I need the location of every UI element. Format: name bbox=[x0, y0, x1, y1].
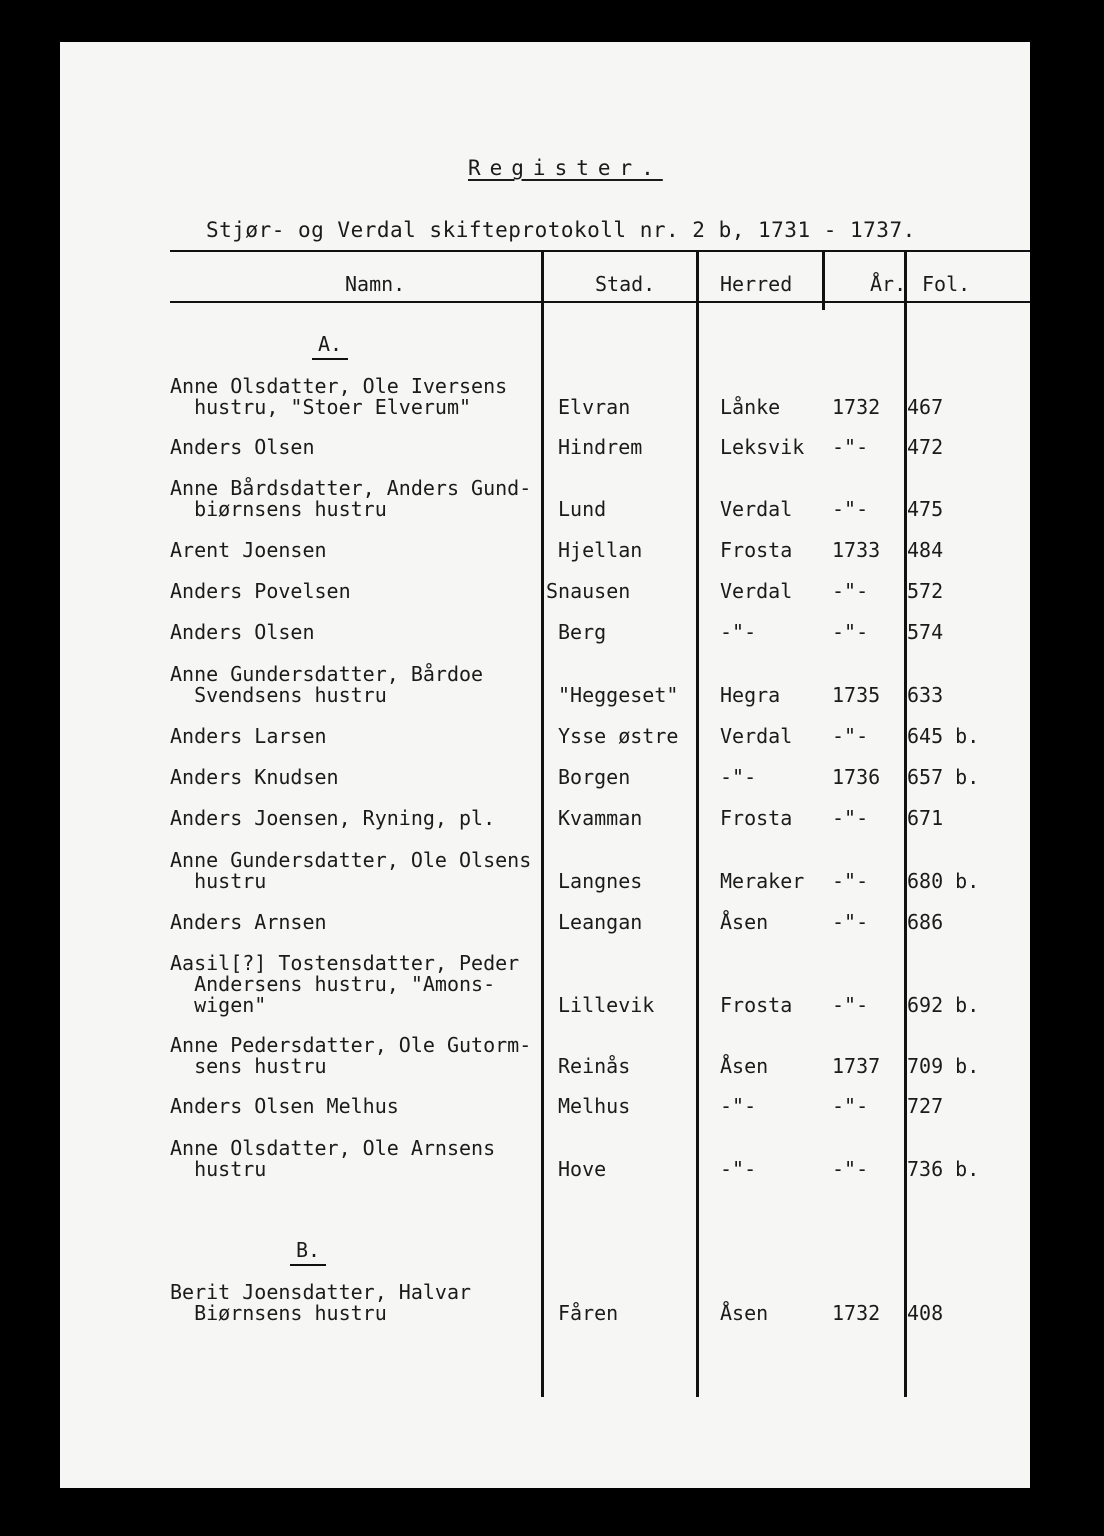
header-bottom-rule bbox=[170, 301, 1030, 303]
entry-name: Anders Larsen bbox=[170, 724, 327, 748]
column-header-place: Stad. bbox=[595, 272, 656, 296]
entry-year: -"- bbox=[832, 806, 869, 830]
entry-place: Reinås bbox=[558, 1054, 631, 1078]
entry-district: -"- bbox=[720, 1094, 757, 1118]
entry-district: Hegra bbox=[720, 683, 781, 707]
entry-district: Frosta bbox=[720, 806, 793, 830]
entry-year: 1735 bbox=[832, 683, 881, 707]
entry-name: Anne Gundersdatter, Ole Olsens hustru bbox=[170, 848, 532, 893]
header-top-rule bbox=[170, 250, 1030, 252]
entry-folio: 472 bbox=[907, 435, 944, 459]
entry-folio: 709 b. bbox=[907, 1054, 980, 1078]
entry-name: Anne Bårdsdatter, Anders Gund- biørnsens hustru bbox=[170, 476, 532, 521]
entry-place: Snausen bbox=[546, 579, 631, 603]
entry-place: Elvran bbox=[558, 395, 631, 419]
page-subtitle: Stjør- og Verdal skifteprotokoll nr. 2 b, 1731 - 1737. bbox=[206, 218, 916, 242]
entry-year: -"- bbox=[832, 497, 869, 521]
entry-folio: 686 bbox=[907, 910, 944, 934]
entry-name: Anne Gundersdatter, Bårdoe Svendsens hustru bbox=[170, 662, 484, 707]
entry-place: Lund bbox=[558, 497, 607, 521]
entry-folio: 657 b. bbox=[907, 765, 980, 789]
entry-district: Verdal bbox=[720, 579, 793, 603]
entry-place: Hindrem bbox=[558, 435, 643, 459]
section-letter-b: B. bbox=[290, 1238, 326, 1262]
entry-district: Åsen bbox=[720, 910, 769, 934]
column-divider-place bbox=[696, 252, 699, 1397]
entry-name: Anders Olsen Melhus bbox=[170, 1094, 399, 1118]
entry-district: Lånke bbox=[720, 395, 781, 419]
entry-folio: 475 bbox=[907, 497, 944, 521]
entry-folio: 484 bbox=[907, 538, 944, 562]
entry-place: Melhus bbox=[558, 1094, 631, 1118]
entry-name: Aasil[?] Tostensdatter, Peder Andersens hustru, "Amons- wigen" bbox=[170, 951, 520, 1017]
document-page bbox=[60, 42, 1030, 1488]
entry-name: Anders Olsen bbox=[170, 435, 315, 459]
entry-year: -"- bbox=[832, 1094, 869, 1118]
entry-name: Anne Pedersdatter, Ole Gutorm- sens hustru bbox=[170, 1033, 532, 1078]
entry-folio: 572 bbox=[907, 579, 944, 603]
column-header-year: År. bbox=[870, 272, 907, 296]
entry-place: Leangan bbox=[558, 910, 643, 934]
entry-place: Hjellan bbox=[558, 538, 643, 562]
entry-folio: 671 bbox=[907, 806, 944, 830]
entry-place: "Heggeset" bbox=[558, 683, 679, 707]
entry-year: 1732 bbox=[832, 395, 881, 419]
entry-year: -"- bbox=[832, 869, 869, 893]
entry-folio: 727 bbox=[907, 1094, 944, 1118]
entry-year: 1736 bbox=[832, 765, 881, 789]
section-letter-a: A. bbox=[312, 332, 348, 356]
entry-name: Anders Olsen bbox=[170, 620, 315, 644]
entry-year: -"- bbox=[832, 993, 869, 1017]
entry-district: Frosta bbox=[720, 993, 793, 1017]
entry-district: -"- bbox=[720, 765, 757, 789]
entry-year: -"- bbox=[832, 435, 869, 459]
entry-folio: 467 bbox=[907, 395, 944, 419]
entry-place: Kvamman bbox=[558, 806, 643, 830]
entry-name: Anders Knudsen bbox=[170, 765, 339, 789]
entry-year: -"- bbox=[832, 620, 869, 644]
entry-place: Fåren bbox=[558, 1301, 619, 1325]
page-title: Register. bbox=[468, 156, 663, 180]
entry-year: -"- bbox=[832, 579, 869, 603]
entry-name: Berit Joensdatter, Halvar Biørnsens hustru bbox=[170, 1280, 472, 1325]
entry-name: Anne Olsdatter, Ole Arnsens hustru bbox=[170, 1136, 496, 1181]
entry-folio: 408 bbox=[907, 1301, 944, 1325]
entry-folio: 680 b. bbox=[907, 869, 980, 893]
entry-place: Ysse østre bbox=[558, 724, 679, 748]
entry-year: 1732 bbox=[832, 1301, 881, 1325]
column-divider-name bbox=[541, 252, 544, 1397]
entry-name: Anders Joensen, Ryning, pl. bbox=[170, 806, 496, 830]
column-divider-district bbox=[822, 252, 825, 310]
entry-district: Frosta bbox=[720, 538, 793, 562]
entry-name: Anders Povelsen bbox=[170, 579, 351, 603]
entry-folio: 645 b. bbox=[907, 724, 980, 748]
entry-district: -"- bbox=[720, 1157, 757, 1181]
entry-district: Åsen bbox=[720, 1054, 769, 1078]
entry-name: Anne Olsdatter, Ole Iversens hustru, "Stoer Elverum" bbox=[170, 374, 508, 419]
entry-district: Åsen bbox=[720, 1301, 769, 1325]
column-header-folio: Fol. bbox=[922, 272, 971, 296]
entry-year: -"- bbox=[832, 910, 869, 934]
entry-year: 1733 bbox=[832, 538, 881, 562]
entry-year: -"- bbox=[832, 1157, 869, 1181]
entry-district: -"- bbox=[720, 620, 757, 644]
entry-district: Verdal bbox=[720, 724, 793, 748]
entry-place: Berg bbox=[558, 620, 607, 644]
column-header-district: Herred bbox=[720, 272, 793, 296]
entry-folio: 736 b. bbox=[907, 1157, 980, 1181]
entry-name: Arent Joensen bbox=[170, 538, 327, 562]
entry-folio: 692 b. bbox=[907, 993, 980, 1017]
entry-place: Langnes bbox=[558, 869, 643, 893]
entry-folio: 574 bbox=[907, 620, 944, 644]
entry-place: Lillevik bbox=[558, 993, 655, 1017]
entry-year: 1737 bbox=[832, 1054, 881, 1078]
entry-district: Verdal bbox=[720, 497, 793, 521]
entry-year: -"- bbox=[832, 724, 869, 748]
entry-folio: 633 bbox=[907, 683, 944, 707]
entry-place: Borgen bbox=[558, 765, 631, 789]
entry-district: Meraker bbox=[720, 869, 805, 893]
entry-district: Leksvik bbox=[720, 435, 805, 459]
column-header-name: Namn. bbox=[345, 272, 406, 296]
entry-place: Hove bbox=[558, 1157, 607, 1181]
entry-name: Anders Arnsen bbox=[170, 910, 327, 934]
